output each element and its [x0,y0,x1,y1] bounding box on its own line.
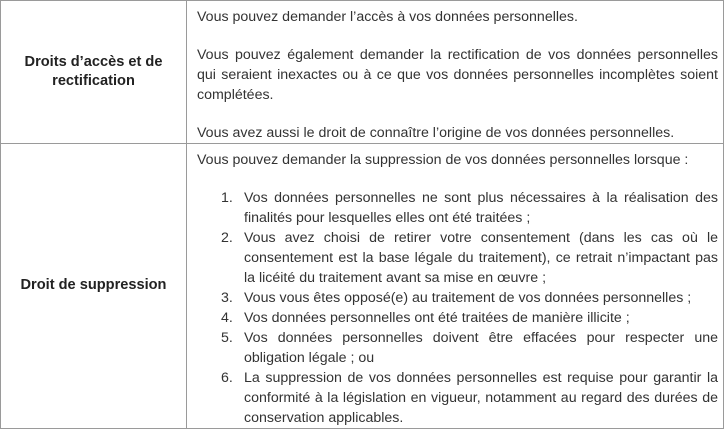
row-heading: Droit de suppression [20,277,167,294]
row-heading: Droits d’accès et de rectification [24,53,163,89]
table-row [1,1,724,144]
list-item [197,228,718,288]
list-item [197,308,718,328]
list-item [197,288,718,308]
list-item-number: 2. [221,230,233,246]
list-item-text: Vous vous êtes opposé(e) au traitement de vos données personnelles ; [244,290,692,306]
list-item-text: Vos données personnelles ont été traitées de manière illicite ; [244,310,630,326]
table-row [1,144,724,429]
row-content-cell [187,1,724,144]
list-item-number: 6. [221,370,233,386]
row-content [187,1,723,143]
list-item-text: Vos données personnelles ne sont plus nécessaires à la réalisation des finalités pour lesquelles elles ont été traitées ; [244,190,718,226]
list-item-text: Vous avez choisi de retirer votre consentement (dans les cas où le consentement est la base légale du traitement), ce retrait n’impactant pas la licéité du traitement avant sa mise en œuvre ; [244,230,718,286]
list-item-number: 4. [221,310,233,326]
row-heading-cell [1,1,187,144]
list-item-number: 5. [221,330,233,346]
list-item [197,188,718,228]
paragraph: Vous pouvez également demander la rectification de vos données personnelles qui seraient inexactes ou à ce que vos données personnelles incomplètes soient complétées. [197,47,718,103]
row-content-cell [187,144,724,429]
list-item-number: 3. [221,290,233,306]
list-item-text: Vos données personnelles doivent être effacées pour respecter une obligation légale ; ou [244,330,718,366]
list-item-number: 1. [221,190,233,206]
paragraph: Vous avez aussi le droit de connaître l’origine de vos données personnelles. [197,125,675,141]
row-content [187,144,723,428]
list-item-text: La suppression de vos données personnelles est requise pour garantir la conformité à la législation en vigueur, notamment au regard des durées de conservation applicables. [244,370,718,426]
numbered-list [197,188,718,428]
list-item [197,328,718,368]
list-item [197,368,718,428]
paragraph: Vous pouvez demander la suppression de vos données personnelles lorsque : [197,152,689,168]
row-heading-cell [1,144,187,429]
paragraph: Vous pouvez demander l’accès à vos données personnelles. [197,9,578,25]
